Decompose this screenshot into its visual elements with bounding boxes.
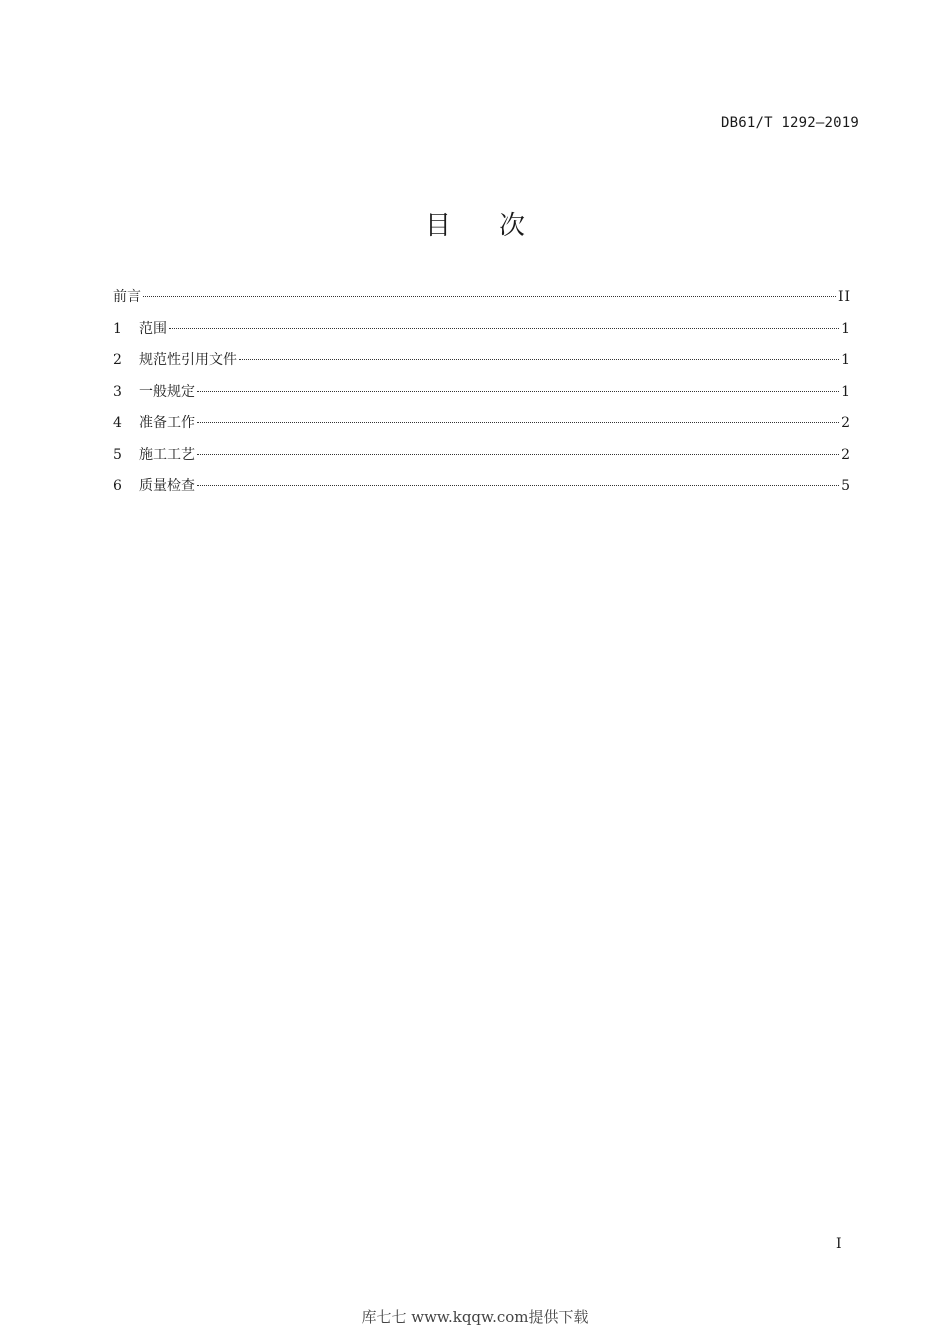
toc-entry-label: 一般规定 xyxy=(139,383,195,400)
toc-entry-label: 规范性引用文件 xyxy=(139,352,237,368)
standard-code: DB61/T 1292—2019 xyxy=(720,115,859,131)
toc-dot-leader xyxy=(197,391,839,392)
toc-entry-preparation[interactable] xyxy=(113,412,851,444)
toc-title: 目次 xyxy=(424,211,573,241)
toc-entry-construction-process[interactable] xyxy=(113,444,851,476)
toc-dot-leader xyxy=(197,485,839,486)
toc-entry-page: 1 xyxy=(841,352,851,368)
toc-entry-quality-inspection[interactable] xyxy=(113,475,851,507)
page-number: I xyxy=(836,1236,842,1252)
toc-dot-leader xyxy=(197,454,839,455)
toc-entry-scope[interactable] xyxy=(113,318,851,350)
toc-entry-foreword[interactable] xyxy=(113,286,851,318)
toc-entry-page: II xyxy=(837,289,851,305)
toc-entry-page: 5 xyxy=(841,478,851,494)
footer-watermark: 库七七 www.kqqw.com提供下载 xyxy=(361,1308,589,1326)
toc-entry-number: 2 xyxy=(113,352,122,368)
toc-entry-general-provisions[interactable] xyxy=(113,381,851,413)
toc-dot-leader xyxy=(169,328,839,329)
toc-entry-label: 前言 xyxy=(113,289,141,305)
toc-entry-page: 1 xyxy=(841,383,851,400)
toc-entry-label: 施工工艺 xyxy=(139,446,195,463)
toc-dot-leader xyxy=(197,422,839,423)
toc-entry-number: 3 xyxy=(113,383,122,400)
toc-entry-label: 质量检查 xyxy=(139,478,195,494)
toc-entry-label: 准备工作 xyxy=(139,415,195,431)
toc-dot-leader xyxy=(239,359,839,360)
toc-entry-number: 6 xyxy=(113,478,122,494)
toc-entry-normative-references[interactable] xyxy=(113,349,851,381)
toc-entry-label: 范围 xyxy=(139,320,167,337)
toc-dot-leader xyxy=(143,296,836,297)
toc-entry-page: 2 xyxy=(841,446,851,463)
toc-list xyxy=(113,286,851,507)
toc-entry-number: 1 xyxy=(113,320,122,337)
toc-entry-number: 5 xyxy=(113,446,122,463)
toc-entry-page: 2 xyxy=(841,415,851,431)
toc-entry-number: 4 xyxy=(113,415,122,431)
toc-entry-page: 1 xyxy=(841,320,851,337)
